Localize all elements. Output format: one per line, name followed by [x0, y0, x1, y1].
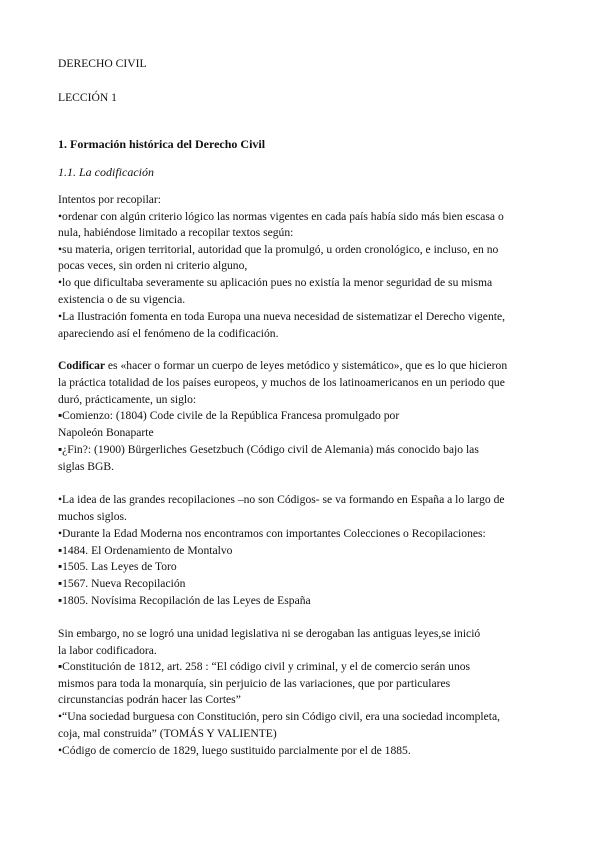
lesson-label: LECCIÓN 1 [58, 91, 117, 104]
codificar-term: Codificar [58, 359, 106, 372]
list-item: ▪1805. Novísima Recopilación de las Leyes de España [58, 594, 311, 607]
text-line: coja, mal construida” (TOMÁS Y VALIENTE) [58, 727, 277, 740]
text-line: duró, prácticamente, un siglo: [58, 393, 197, 406]
list-item: ▪1484. El Ordenamiento de Montalvo [58, 544, 233, 557]
text-line: •La Ilustración fomenta en toda Europa una nueva necesidad de sistematizar el Derecho vigente, [58, 310, 506, 323]
text-line: •“Una sociedad burguesa con Constitución, pero sin Código civil, era una sociedad incompleta, [58, 710, 501, 723]
text-line: siglas BGB. [58, 460, 115, 473]
list-item: ▪1505. Las Leyes de Toro [58, 560, 177, 573]
text-line: ▪¿Fin?: (1900) Bürgerliches Gesetzbuch (Código civil de Alemania) más conocido bajo las [58, 443, 479, 456]
text-line: •Durante la Edad Moderna nos encontramos con importantes Colecciones o Recopilaciones: [58, 527, 486, 540]
text-line: •lo que dificultaba severamente su aplicación pues no existía la menor seguridad de su misma [58, 276, 493, 289]
text-line: Sin embargo, no se logró una unidad legislativa ni se derogaban las antiguas leyes,se inició [58, 627, 481, 640]
text-line: nula, habiéndose limitado a recopilar textos según: [58, 226, 294, 239]
text-line: Napoleón Bonaparte [58, 426, 154, 439]
text-line: Intentos por recopilar: [58, 193, 162, 206]
text-line: circunstancias podrán hacer las Cortes” [58, 693, 241, 706]
list-item: ▪1567. Nueva Recopilación [58, 577, 186, 590]
text-line: •ordenar con algún criterio lógico las normas vigentes en cada país había sido más bien escasa o [58, 210, 504, 223]
text-line: mismos para toda la monarquía, sin perjuicio de las variaciones, que por particulares [58, 677, 451, 690]
text-line: la labor codificadora. [58, 644, 157, 657]
text-line: •La idea de las grandes recopilaciones –no son Códigos- se va formando en España a lo largo de [58, 493, 505, 506]
text-line: ▪Constitución de 1812, art. 258 : “El código civil y criminal, y el de comercio serán unos [58, 660, 471, 673]
codificar-definition-line [58, 358, 507, 374]
codificar-definition: es «hacer o formar un cuerpo de leyes metódico y sistemático», que es lo que hicieron [105, 359, 508, 372]
section-heading: 1. Formación histórica del Derecho Civil [58, 137, 266, 151]
text-line: muchos siglos. [58, 510, 127, 523]
document-title: DERECHO CIVIL [58, 57, 147, 70]
text-line: la práctica totalidad de los países europeos, y muchos de los latinoamericanos en un periodo que [58, 376, 505, 389]
text-line: •su materia, origen territorial, autoridad que la promulgó, u orden cronológico, e incluso, en no [58, 243, 499, 256]
text-line: apareciendo así el fenómeno de la codificación. [58, 327, 279, 340]
text-line: existencia o de su vigencia. [58, 293, 186, 306]
text-line: ▪Comienzo: (1804) Code civile de la República Francesa promulgado por [58, 409, 400, 422]
text-line: •Código de comercio de 1829, luego sustituido parcialmente por el de 1885. [58, 744, 411, 757]
text-line: pocas veces, sin orden ni criterio alguno, [58, 259, 248, 272]
subsection-heading: 1.1. La codificación [58, 165, 154, 179]
